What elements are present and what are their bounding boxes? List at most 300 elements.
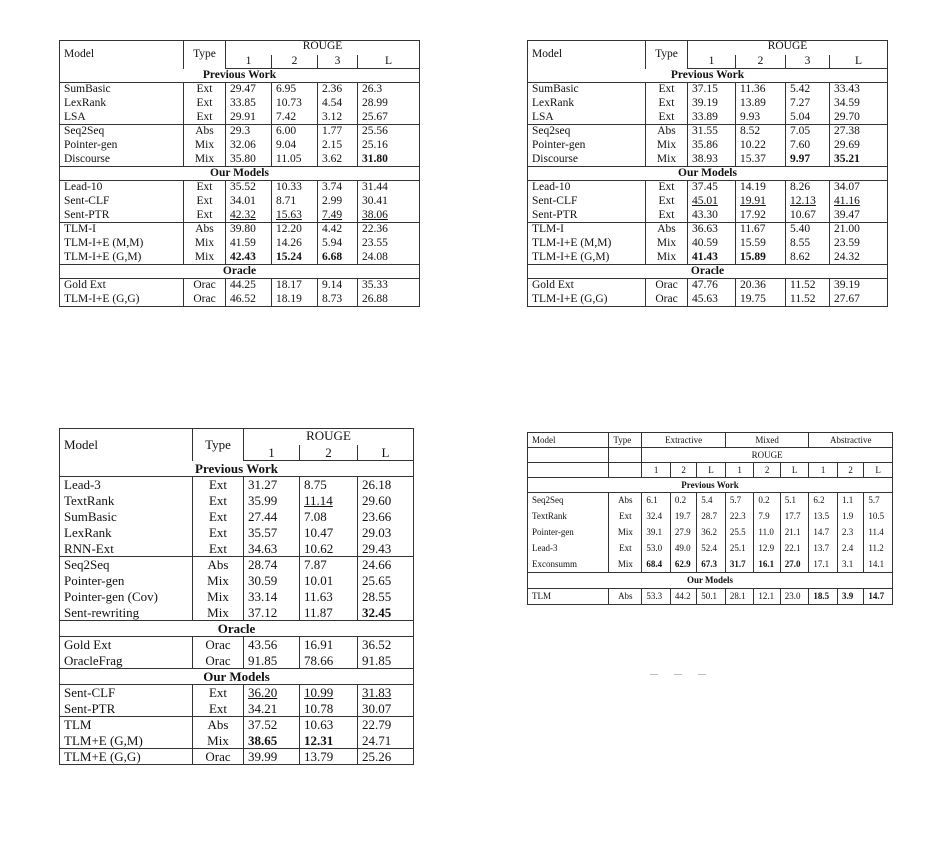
cell: 34.01 <box>226 195 272 209</box>
cell: RNN-Ext <box>60 541 193 557</box>
cell: 31.55 <box>688 125 736 139</box>
cell: 30.07 <box>358 701 414 717</box>
cell: 25.5 <box>725 525 754 541</box>
table-row <box>528 493 893 509</box>
cell: Mix <box>193 589 244 605</box>
cell: 38.93 <box>688 153 736 167</box>
cell: 33.89 <box>688 111 736 125</box>
cell: 33.14 <box>244 589 300 605</box>
col-header-ext-1: 1 <box>642 463 671 478</box>
cell: 29.3 <box>226 125 272 139</box>
cell: TLM-I+E (M,M) <box>528 237 646 251</box>
cell: 25.26 <box>358 749 414 765</box>
cell: 30.59 <box>244 573 300 589</box>
cell: 5.42 <box>786 83 830 97</box>
cell: Ext <box>646 83 688 97</box>
table-row <box>528 223 888 237</box>
cell: Pointer-gen <box>528 139 646 153</box>
cell: 15.59 <box>736 237 786 251</box>
cell: 13.5 <box>809 509 838 525</box>
cell: 2.4 <box>837 541 863 557</box>
cell: 91.85 <box>244 653 300 669</box>
table-row <box>528 153 888 167</box>
cell: Ext <box>193 477 244 493</box>
cell: Orac <box>646 279 688 293</box>
cell: 42.43 <box>226 251 272 265</box>
cell: Mix <box>184 139 226 153</box>
table-row <box>528 125 888 139</box>
cell: 18.17 <box>272 279 318 293</box>
cell: Orac <box>646 293 688 307</box>
table-row <box>60 493 414 509</box>
cell: 7.87 <box>300 557 358 573</box>
col-header-3: 3 <box>318 55 358 69</box>
cell: TextRank <box>528 509 609 525</box>
cell: 24.66 <box>358 557 414 573</box>
cell: Gold Ext <box>60 637 193 653</box>
cell: Pointer-gen <box>60 139 184 153</box>
table-row <box>60 749 414 765</box>
cell: 13.79 <box>300 749 358 765</box>
cell: 1.77 <box>318 125 358 139</box>
cell: OracleFrag <box>60 653 193 669</box>
cell: 37.52 <box>244 717 300 733</box>
cell: 35.57 <box>244 525 300 541</box>
cell: Ext <box>609 541 642 557</box>
cell: 20.36 <box>736 279 786 293</box>
cell: 15.63 <box>272 209 318 223</box>
cell: 36.20 <box>244 685 300 701</box>
table-row <box>60 279 420 293</box>
cell: Sent-rewriting <box>60 605 193 621</box>
cell: 18.19 <box>272 293 318 307</box>
cell: 25.16 <box>358 139 420 153</box>
cell: Ext <box>184 97 226 111</box>
cell: 23.55 <box>358 237 420 251</box>
cell: Sent-PTR <box>60 209 184 223</box>
cell: 39.1 <box>642 525 671 541</box>
cell: Ext <box>184 83 226 97</box>
cell: 37.45 <box>688 181 736 195</box>
table-row <box>60 125 420 139</box>
section-oracle: Oracle <box>60 265 420 279</box>
cell: 6.1 <box>642 493 671 509</box>
cell: Orac <box>193 637 244 653</box>
cell: 6.95 <box>272 83 318 97</box>
cell: TLM+E (G,M) <box>60 733 193 749</box>
table-row <box>60 97 420 111</box>
cell: Orac <box>193 653 244 669</box>
cell: 15.37 <box>736 153 786 167</box>
cell: Ext <box>646 111 688 125</box>
col-header-ext-2: 2 <box>670 463 696 478</box>
cell: 39.19 <box>830 279 888 293</box>
table-row <box>528 237 888 251</box>
table-row <box>60 477 414 493</box>
cell: 14.7 <box>809 525 838 541</box>
table-row <box>528 139 888 153</box>
cell: 10.67 <box>786 209 830 223</box>
cell: Abs <box>609 589 642 605</box>
cell: Orac <box>184 293 226 307</box>
cell: 34.21 <box>244 701 300 717</box>
cell: Pointer-gen <box>528 525 609 541</box>
cell: 16.91 <box>300 637 358 653</box>
cell: Ext <box>184 209 226 223</box>
cell: 23.59 <box>830 237 888 251</box>
cell: 31.80 <box>358 153 420 167</box>
cell: 29.43 <box>358 541 414 557</box>
cell: TextRank <box>60 493 193 509</box>
cell: SumBasic <box>60 509 193 525</box>
cell: Mix <box>646 139 688 153</box>
cell: 11.36 <box>736 83 786 97</box>
cell: 35.21 <box>830 153 888 167</box>
cell: Discourse <box>60 153 184 167</box>
cell: 25.67 <box>358 111 420 125</box>
col-header-rouge: ROUGE <box>244 429 414 445</box>
cell: 13.7 <box>809 541 838 557</box>
cell: 33.43 <box>830 83 888 97</box>
cell: 3.74 <box>318 181 358 195</box>
cell: LexRank <box>528 97 646 111</box>
cell: 31.83 <box>358 685 414 701</box>
cell: 38.06 <box>358 209 420 223</box>
cell: TLM-I+E (G,M) <box>60 251 184 265</box>
cell: Mix <box>609 557 642 573</box>
table-row <box>60 653 414 669</box>
cell: 44.25 <box>226 279 272 293</box>
cell: Mix <box>193 573 244 589</box>
col-header-1: 1 <box>244 445 300 461</box>
cell: Ext <box>184 181 226 195</box>
cell: 0.2 <box>670 493 696 509</box>
cell: 29.47 <box>226 83 272 97</box>
table-row <box>60 237 420 251</box>
cell: 22.1 <box>780 541 809 557</box>
cell: TLM-I+E (G,M) <box>528 251 646 265</box>
col-header-model: Model <box>60 41 184 69</box>
col-header-type: Type <box>184 41 226 69</box>
cell: 39.80 <box>226 223 272 237</box>
cell: 28.74 <box>244 557 300 573</box>
cell: 7.27 <box>786 97 830 111</box>
cell: 35.52 <box>226 181 272 195</box>
cell: 24.71 <box>358 733 414 749</box>
cell: 11.63 <box>300 589 358 605</box>
cell: 25.65 <box>358 573 414 589</box>
cell: 44.2 <box>670 589 696 605</box>
cell: Lead-10 <box>528 181 646 195</box>
cell: 9.97 <box>786 153 830 167</box>
cell: Abs <box>193 717 244 733</box>
cell: 26.18 <box>358 477 414 493</box>
cell: Seq2Seq <box>60 557 193 573</box>
cell: 2.15 <box>318 139 358 153</box>
cell: Lead-3 <box>528 541 609 557</box>
col-header-l: L <box>358 55 420 69</box>
table-row <box>60 209 420 223</box>
cell: Ext <box>193 541 244 557</box>
col-header-type: Type <box>193 429 244 461</box>
cell: 29.03 <box>358 525 414 541</box>
table-row <box>60 509 414 525</box>
cell: 26.88 <box>358 293 420 307</box>
cell: 22.79 <box>358 717 414 733</box>
cell: 3.1 <box>837 557 863 573</box>
cell: 39.47 <box>830 209 888 223</box>
cell: 38.65 <box>244 733 300 749</box>
cell: 52.4 <box>697 541 726 557</box>
cell: 14.19 <box>736 181 786 195</box>
scan-artifact <box>650 662 740 665</box>
col-header-2: 2 <box>300 445 358 461</box>
cell: Abs <box>193 557 244 573</box>
col-header-l: L <box>830 55 888 69</box>
section-previous-work: Previous Work <box>528 69 888 83</box>
table-row <box>60 251 420 265</box>
table-row <box>60 223 420 237</box>
table-row <box>60 685 414 701</box>
col-header-l: L <box>358 445 414 461</box>
col-header-model: Model <box>528 41 646 69</box>
cell: 10.47 <box>300 525 358 541</box>
table-row <box>528 111 888 125</box>
cell: 2.3 <box>837 525 863 541</box>
cell: 9.93 <box>736 111 786 125</box>
cell: 10.73 <box>272 97 318 111</box>
cell: 3.62 <box>318 153 358 167</box>
section-previous-work: Previous Work <box>528 478 893 493</box>
section-our-models: Our Models <box>60 167 420 181</box>
cell: 15.89 <box>736 251 786 265</box>
cell: 6.68 <box>318 251 358 265</box>
cell: 33.85 <box>226 97 272 111</box>
cell: 7.05 <box>786 125 830 139</box>
cell: 10.33 <box>272 181 318 195</box>
cell: 34.59 <box>830 97 888 111</box>
cell: 35.80 <box>226 153 272 167</box>
cell: 19.91 <box>736 195 786 209</box>
cell: Orac <box>193 749 244 765</box>
table-row <box>528 251 888 265</box>
cell: Ext <box>609 509 642 525</box>
cell: 7.08 <box>300 509 358 525</box>
cell: 49.0 <box>670 541 696 557</box>
table-row <box>528 209 888 223</box>
table-row <box>60 557 414 573</box>
table-row <box>528 279 888 293</box>
cell: 91.85 <box>358 653 414 669</box>
cell: 42.32 <box>226 209 272 223</box>
cell: 0.2 <box>754 493 780 509</box>
cell: Ext <box>646 181 688 195</box>
cell: 7.60 <box>786 139 830 153</box>
cell: Seq2seq <box>528 125 646 139</box>
cell: 36.52 <box>358 637 414 653</box>
cell: Mix <box>184 153 226 167</box>
col-header-rouge: ROUGE <box>688 41 888 55</box>
col-header-abs-2: 2 <box>837 463 863 478</box>
table-row <box>60 589 414 605</box>
col-header-type: Type <box>646 41 688 69</box>
cell: 41.43 <box>688 251 736 265</box>
cell: 27.67 <box>830 293 888 307</box>
cell: 32.45 <box>358 605 414 621</box>
cell: 14.26 <box>272 237 318 251</box>
cell: Abs <box>609 493 642 509</box>
cell: Ext <box>193 525 244 541</box>
cell: Mix <box>646 153 688 167</box>
cell: 7.9 <box>754 509 780 525</box>
cell: SumBasic <box>60 83 184 97</box>
cell: 22.3 <box>725 509 754 525</box>
cell: 34.07 <box>830 181 888 195</box>
col-header-model: Model <box>528 433 609 448</box>
section-our-models: Our Models <box>60 669 414 685</box>
cell: 35.86 <box>688 139 736 153</box>
cell: TLM-I <box>528 223 646 237</box>
table-row <box>528 589 893 605</box>
cell: 12.9 <box>754 541 780 557</box>
cell: 32.4 <box>642 509 671 525</box>
cell: 45.63 <box>688 293 736 307</box>
table-row <box>60 637 414 653</box>
table-row <box>528 509 893 525</box>
cell: 41.59 <box>226 237 272 251</box>
cell: 28.55 <box>358 589 414 605</box>
cell: 11.0 <box>754 525 780 541</box>
cell: TLM-I <box>60 223 184 237</box>
col-header-ext-l: L <box>697 463 726 478</box>
cell: Ext <box>193 509 244 525</box>
cell: 9.04 <box>272 139 318 153</box>
cell: 5.1 <box>780 493 809 509</box>
cell: 12.31 <box>300 733 358 749</box>
cell: Ext <box>193 685 244 701</box>
cell: 41.16 <box>830 195 888 209</box>
cell: 62.9 <box>670 557 696 573</box>
section-previous-work: Previous Work <box>60 461 414 477</box>
cell: 5.40 <box>786 223 830 237</box>
cell: Mix <box>193 605 244 621</box>
table-row <box>528 195 888 209</box>
cell: 47.76 <box>688 279 736 293</box>
section-oracle: Oracle <box>60 621 414 637</box>
cell: Pointer-gen <box>60 573 193 589</box>
cell: Orac <box>184 279 226 293</box>
cell: 1.9 <box>837 509 863 525</box>
cell: 39.99 <box>244 749 300 765</box>
cell: 10.62 <box>300 541 358 557</box>
table-row <box>60 293 420 307</box>
cell: 35.33 <box>358 279 420 293</box>
section-our-models: Our Models <box>528 573 893 589</box>
cell: Lead-3 <box>60 477 193 493</box>
col-header-mix-1: 1 <box>725 463 754 478</box>
cell: 11.05 <box>272 153 318 167</box>
cell: 31.44 <box>358 181 420 195</box>
cell: SumBasic <box>528 83 646 97</box>
cell: 35.99 <box>244 493 300 509</box>
cell: 67.3 <box>697 557 726 573</box>
cell: 28.7 <box>697 509 726 525</box>
cell: Gold Ext <box>60 279 184 293</box>
cell: Mix <box>184 251 226 265</box>
cell: TLM <box>60 717 193 733</box>
cell: Ext <box>646 97 688 111</box>
cell: TLM-I+E (G,G) <box>60 293 184 307</box>
cell: 40.59 <box>688 237 736 251</box>
results-table-3 <box>59 428 414 765</box>
cell: 28.1 <box>725 589 754 605</box>
cell: Seq2Seq <box>528 493 609 509</box>
col-header-3: 3 <box>786 55 830 69</box>
section-previous-work: Previous Work <box>60 69 420 83</box>
cell: Mix <box>193 733 244 749</box>
cell: Exconsumm <box>528 557 609 573</box>
col-header-abs-l: L <box>864 463 893 478</box>
cell: TLM-I+E (M,M) <box>60 237 184 251</box>
cell: Gold Ext <box>528 279 646 293</box>
cell: 8.52 <box>736 125 786 139</box>
cell: Mix <box>646 237 688 251</box>
cell: 2.99 <box>318 195 358 209</box>
cell: 43.30 <box>688 209 736 223</box>
cell: 5.94 <box>318 237 358 251</box>
cell: 27.38 <box>830 125 888 139</box>
cell: 4.42 <box>318 223 358 237</box>
cell: Abs <box>646 125 688 139</box>
cell: 3.9 <box>837 589 863 605</box>
cell: 12.20 <box>272 223 318 237</box>
section-oracle: Oracle <box>528 265 888 279</box>
cell: 12.1 <box>754 589 780 605</box>
cell: 10.22 <box>736 139 786 153</box>
cell: 37.15 <box>688 83 736 97</box>
cell: 53.3 <box>642 589 671 605</box>
cell: 53.0 <box>642 541 671 557</box>
cell: Abs <box>184 223 226 237</box>
cell: 10.5 <box>864 509 893 525</box>
cell: Ext <box>646 195 688 209</box>
cell: Seq2Seq <box>60 125 184 139</box>
cell: 25.1 <box>725 541 754 557</box>
table-row <box>528 293 888 307</box>
cell: TLM-I+E (G,G) <box>528 293 646 307</box>
col-header-type: Type <box>609 433 642 448</box>
cell: 11.52 <box>786 293 830 307</box>
cell: Sent-CLF <box>60 685 193 701</box>
col-header-abstractive: Abstractive <box>809 433 893 448</box>
cell: 17.1 <box>809 557 838 573</box>
col-header-1: 1 <box>226 55 272 69</box>
cell: 7.42 <box>272 111 318 125</box>
cell: 27.44 <box>244 509 300 525</box>
cell: 32.06 <box>226 139 272 153</box>
cell: Ext <box>184 195 226 209</box>
col-header-rouge: ROUGE <box>226 41 420 55</box>
table-row <box>60 153 420 167</box>
cell: Ext <box>193 493 244 509</box>
cell: 8.71 <box>272 195 318 209</box>
cell: 8.26 <box>786 181 830 195</box>
cell: 8.75 <box>300 477 358 493</box>
cell: 8.62 <box>786 251 830 265</box>
cell: LSA <box>60 111 184 125</box>
cell: 17.7 <box>780 509 809 525</box>
cell: 50.1 <box>697 589 726 605</box>
